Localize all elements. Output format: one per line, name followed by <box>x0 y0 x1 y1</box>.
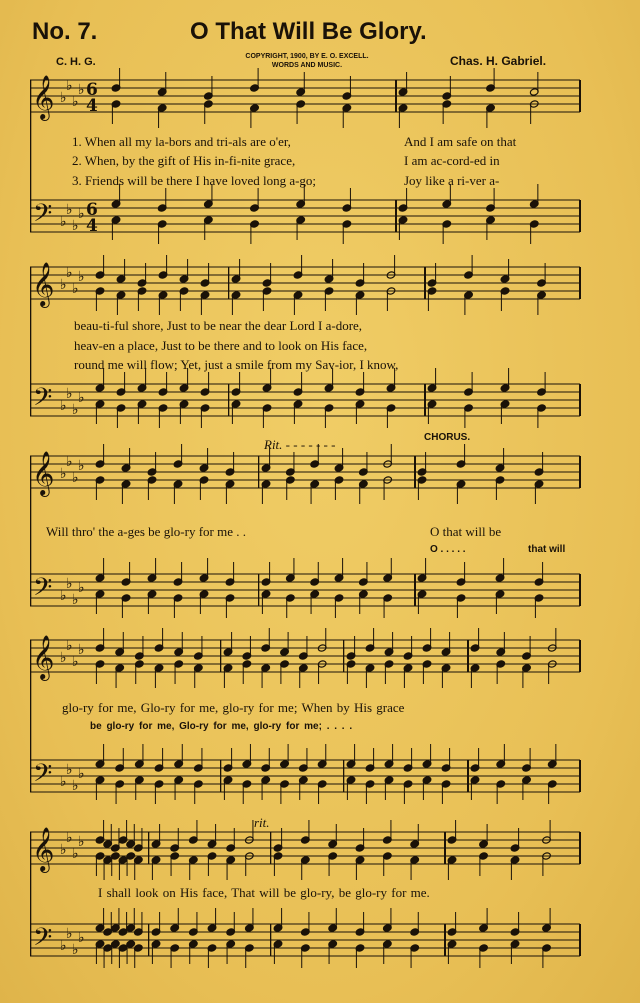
treble-clef-icon: 𝄞 <box>32 635 55 679</box>
chorus-alto-line1b: that will <box>528 544 566 555</box>
barline <box>579 760 581 792</box>
barline <box>414 574 416 606</box>
flat-sign-icon: ♭ <box>72 281 79 297</box>
flat-sign-icon: ♭ <box>66 638 73 654</box>
verse3-line1: 3. Friends will be there I have loved long a-go; <box>72 173 317 188</box>
ritardando-mark-2: rit. <box>254 815 270 830</box>
verse3-line2: round me will flow; Yet, just a smile from my Sav-ior, I know, <box>74 357 399 372</box>
barline <box>444 924 446 956</box>
flat-sign-icon: ♭ <box>72 592 79 608</box>
barline <box>579 832 581 864</box>
flat-sign-icon: ♭ <box>60 938 67 954</box>
verse1-line2: beau-ti-ful shore, Just to be near the dear Lord I a-dore, <box>74 318 363 333</box>
verse3-line1b: Joy like a ri-ver a- <box>404 173 500 188</box>
flat-sign-icon: ♭ <box>78 206 85 222</box>
barline <box>579 80 581 112</box>
flat-sign-icon: ♭ <box>78 269 85 285</box>
flat-sign-icon: ♭ <box>60 277 67 293</box>
chorus-label: CHORUS. <box>424 432 471 443</box>
time-signature: 4 <box>86 216 98 236</box>
bass-clef-icon: 𝄢 <box>33 199 53 234</box>
flat-sign-icon: ♭ <box>72 846 79 862</box>
barline <box>424 267 426 299</box>
flat-sign-icon: ♭ <box>72 470 79 486</box>
time-signature: 6 <box>86 200 98 220</box>
flat-sign-icon: ♭ <box>78 458 85 474</box>
copyright-subline: WORDS AND MUSIC. <box>271 62 343 69</box>
flat-sign-icon: ♭ <box>66 576 73 592</box>
barline <box>579 456 581 488</box>
flat-sign-icon: ♭ <box>78 930 85 946</box>
composer-credit: Chas. H. Gabriel. <box>450 54 547 68</box>
barline <box>228 267 229 299</box>
flat-sign-icon: ♭ <box>66 202 73 218</box>
barline <box>579 574 581 606</box>
chorus-alto-line2: be glo-ry for me, Glo-ry for me, glo-ry for me; . . . . <box>90 721 353 732</box>
flat-sign-icon: ♭ <box>66 265 73 281</box>
barline <box>343 760 344 792</box>
verse2-line1b: I am ac-cord-ed in <box>404 153 500 168</box>
treble-clef-icon: 𝄞 <box>32 827 55 871</box>
chorus-alto-line1: O . . . . . <box>430 544 466 555</box>
treble-clef-icon: 𝄞 <box>32 451 55 495</box>
barline <box>579 640 581 672</box>
flat-sign-icon: ♭ <box>66 926 73 942</box>
bass-clef-icon: 𝄢 <box>33 759 53 794</box>
barline <box>270 924 271 956</box>
barline <box>228 384 229 416</box>
flat-sign-icon: ♭ <box>60 774 67 790</box>
verse2-line2: heav-en a place, Just to be there and to look on His face, <box>74 338 368 353</box>
flat-sign-icon: ♭ <box>78 390 85 406</box>
flat-sign-icon: ♭ <box>72 942 79 958</box>
flat-sign-icon: ♭ <box>78 580 85 596</box>
bass-clef-icon: 𝄢 <box>33 383 53 418</box>
barline <box>579 267 581 299</box>
flat-sign-icon: ♭ <box>60 214 67 230</box>
flat-sign-icon: ♭ <box>72 402 79 418</box>
flat-sign-icon: ♭ <box>72 778 79 794</box>
barline <box>579 384 581 416</box>
barline <box>220 760 221 792</box>
flat-sign-icon: ♭ <box>78 642 85 658</box>
chorus-lyric-line3: I shall look on His face, That will be glo-ry, be glo-ry for me. <box>98 885 430 900</box>
flat-sign-icon: ♭ <box>72 218 79 234</box>
flat-sign-icon: ♭ <box>60 842 67 858</box>
chorus-lyric-line1b: O that will be <box>430 524 502 539</box>
barline <box>467 760 469 792</box>
chorus-lyric-line2: glo-ry for me, Glo-ry for me, glo-ry for me; When by His grace <box>62 700 405 715</box>
copyright-line: COPYRIGHT, 1900, BY E. O. EXCELL. <box>245 53 369 60</box>
barline <box>148 832 149 864</box>
barline <box>270 832 271 864</box>
flat-sign-icon: ♭ <box>66 830 73 846</box>
barline <box>395 200 397 232</box>
barline <box>414 456 416 488</box>
flat-sign-icon: ♭ <box>60 650 67 666</box>
treble-clef-icon: 𝄞 <box>32 262 55 306</box>
treble-clef-icon: 𝄞 <box>32 75 55 119</box>
barline <box>343 640 344 672</box>
verse1-line1b: And I am safe on that <box>404 134 517 149</box>
flat-sign-icon: ♭ <box>66 78 73 94</box>
flat-sign-icon: ♭ <box>78 834 85 850</box>
verse1-line1: 1. When all my la-bors and tri-als are o'er, <box>72 134 291 149</box>
bass-clef-icon: 𝄢 <box>33 573 53 608</box>
bass-clef-icon: 𝄢 <box>33 923 53 958</box>
author-initials: C. H. G. <box>56 56 96 68</box>
flat-sign-icon: ♭ <box>60 90 67 106</box>
flat-sign-icon: ♭ <box>78 82 85 98</box>
chorus-lyric-line1: Will thro' the a-ges be glo-ry for me . . <box>46 524 247 539</box>
barline <box>258 574 259 606</box>
flat-sign-icon: ♭ <box>72 94 79 110</box>
flat-sign-icon: ♭ <box>60 398 67 414</box>
barline <box>579 200 581 232</box>
flat-sign-icon: ♭ <box>66 386 73 402</box>
barline <box>467 640 469 672</box>
verse2-line1: 2. When, by the gift of His in-fi-nite grace, <box>72 153 296 168</box>
ritardando-mark: Rit. - - - - - - - <box>264 437 336 452</box>
hymn-title: O That Will Be Glory. <box>190 18 427 45</box>
time-signature: 4 <box>86 96 98 116</box>
flat-sign-icon: ♭ <box>66 454 73 470</box>
barline <box>258 456 259 488</box>
time-signature: 6 <box>86 80 98 100</box>
flat-sign-icon: ♭ <box>78 766 85 782</box>
barline <box>395 80 397 112</box>
flat-sign-icon: ♭ <box>66 762 73 778</box>
barline <box>424 384 426 416</box>
barline <box>444 832 446 864</box>
flat-sign-icon: ♭ <box>60 466 67 482</box>
barline <box>148 924 149 956</box>
flat-sign-icon: ♭ <box>60 588 67 604</box>
barline <box>579 924 581 956</box>
flat-sign-icon: ♭ <box>72 654 79 670</box>
hymn-number: No. 7. <box>32 18 98 45</box>
barline <box>220 640 221 672</box>
